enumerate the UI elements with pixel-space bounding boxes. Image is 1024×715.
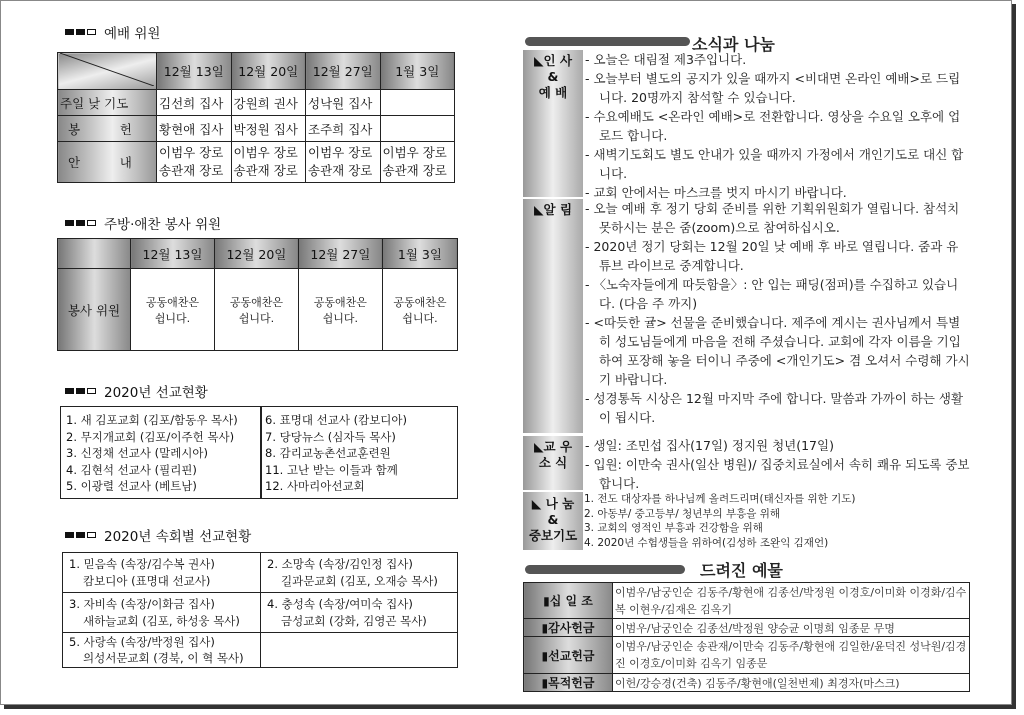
prayer-item: 2. 아동부/ 중고등부/ 청년부의 부흥을 위해 xyxy=(584,507,781,520)
cell: 강원희 권사 xyxy=(231,90,306,116)
group-missions-heading: 2020년 속회별 선교현황 xyxy=(65,525,251,545)
row-label: 봉 헌 xyxy=(58,116,157,142)
list-item: 12. 사마리아선교회 xyxy=(265,479,365,493)
news-item: - 새벽기도회도 별도 안내가 있을 때까지 가정에서 개인기도로 대신 합니다. xyxy=(585,147,964,181)
news-item: - 2020년 정기 당회는 12월 20일 낮 예배 후 바로 열립니다. 줌과 유튜브 라이브로 중계합니다. xyxy=(585,239,959,273)
date-header: 1월 3일 xyxy=(382,239,457,269)
bullet-squares-icon xyxy=(65,220,96,226)
date-header: 12월 20일 xyxy=(214,239,298,269)
prayer-item: 3. 교회의 영적인 부흥과 건강함을 위해 xyxy=(584,522,763,534)
group-name: 3. 자비속 (속장/이화금 집사) xyxy=(69,597,215,611)
group-name: 1. 믿음속 (속장/김수복 권사) xyxy=(69,557,215,571)
group-name: 5. 사랑속 (속장/박정원 집사) xyxy=(69,634,215,649)
offering-names: 이범우/남궁인순 김동주/황현애 김종선/박정원 이경호/이미화 이경화/김수복 이현우/김재은 김옥기 xyxy=(613,583,970,619)
cell: 공동애찬은 쉽니다. xyxy=(131,269,215,351)
cell xyxy=(380,116,455,142)
news-item: - 〈노숙자들에게 따듯함을〉: 안 입는 패딩(점퍼)를 수집하고 있습니다. (다음 주 까지) xyxy=(585,277,959,311)
group-mission: 금성교회 (강화, 김영곤 목사) xyxy=(281,613,427,628)
group-mission: 새하늘교회 (김포, 하성웅 목사) xyxy=(83,613,240,628)
group-mission: 의성서문교회 (경북, 이 혁 목사) xyxy=(83,651,244,665)
empty-cell xyxy=(261,633,458,668)
cell xyxy=(63,593,261,633)
news-item: - 수요예배도 <온라인 예배>로 전환합니다. 영상을 수요일 오후에 업로드 합니다. xyxy=(585,109,961,143)
cell xyxy=(261,553,458,593)
list-item: 4. 김현석 선교사 (필리핀) xyxy=(66,462,197,477)
worship-heading: 예배 위원 xyxy=(65,22,160,42)
kitchen-table xyxy=(57,238,458,351)
news-item: - 오늘은 대림절 제3주입니다. xyxy=(585,52,747,67)
prayer-item: 1. 전도 대상자를 하나님께 올려드리며(태신자를 위한 기도) xyxy=(584,493,856,505)
cell: 이범우 장로 송관재 장로 xyxy=(157,142,232,183)
cell: 공동애찬은 쉽니다. xyxy=(382,269,457,351)
bullet-squares-icon xyxy=(65,29,96,35)
group-mission: 길과문교회 (김포, 오재승 목사) xyxy=(281,573,438,588)
divider xyxy=(260,407,262,498)
section-prayer xyxy=(584,492,969,550)
title-bar xyxy=(525,37,690,46)
cell: 이범우 장로 송관재 장로 xyxy=(306,142,381,183)
list-item: 7. 당당뉴스 (심자득 목사) xyxy=(265,429,396,444)
corner-cell xyxy=(58,239,131,269)
offering-names: 이범우/남궁인순 송관재/이만숙 김동주/황현애 김일한/윤덕진 성낙원/김경진 이경호/이미화 김옥기 임종문 xyxy=(613,637,970,674)
section-greeting xyxy=(585,50,970,202)
prayer-item: 4. 2020년 수험생들을 위하여(김성하 조완익 김재언) xyxy=(584,536,829,549)
date-header: 12월 27일 xyxy=(306,53,381,90)
news-title: 소식과 나눔 xyxy=(692,35,775,54)
offering-label: ▮목적헌금 xyxy=(524,674,613,692)
cell xyxy=(261,593,458,633)
group-name: 2. 소망속 (속장/김인정 집사) xyxy=(267,557,413,571)
cell xyxy=(380,90,455,116)
group-name: 4. 충성속 (속장/여미숙 집사) xyxy=(267,597,413,611)
missions-box xyxy=(60,406,458,499)
missions-left-list xyxy=(66,412,238,495)
list-item: 5. 이광렬 선교사 (베트남) xyxy=(66,479,197,493)
date-header: 12월 13일 xyxy=(157,53,232,90)
group-missions-table xyxy=(62,552,458,668)
list-item: 2. 무지개교회 (김포/이주헌 목사) xyxy=(66,429,235,444)
cell: 박정원 집사 xyxy=(231,116,306,142)
section-notice xyxy=(585,199,970,427)
offering-names: 이범우/남궁인순 김종선/박정원 양승균 이명희 임종문 무명 xyxy=(613,619,970,637)
date-header: 12월 27일 xyxy=(298,239,382,269)
date-header: 1월 3일 xyxy=(380,53,455,90)
news-item: - 오늘 예배 후 정기 당회 준비를 위한 기획위원회가 열립니다. 참석치 못하시는 분은 줌(zoom)으로 참여하십시오. xyxy=(585,201,960,235)
cell: 이범우 장로 송관재 장로 xyxy=(231,142,306,183)
news-item: - 입원: 이만숙 권사(일산 병원)/ 집중치료실에서 속히 쾌유 되도록 중보 합니다. xyxy=(585,457,970,491)
cell: 공동애찬은 쉽니다. xyxy=(214,269,298,351)
bullet-squares-icon xyxy=(65,388,96,394)
date-header: 12월 20일 xyxy=(231,53,306,90)
cell: 조주희 집사 xyxy=(306,116,381,142)
cell: 이범우 장로 송관재 장로 xyxy=(380,142,455,183)
section-label-prayer: ◣ 나 눔 & 중보기도 xyxy=(523,492,583,550)
news-item: - <따듯한 귤> 선물을 준비했습니다. 제주에 계시는 권사님께서 특별히 성도님들에게 마음을 전해 주셨습니다. 교회에 각자 이름을 기입하여 포장해 놓을 터이니 주중에 <개인기도> 겸 오셔서 수령해 가시기 바랍니다. xyxy=(585,315,970,387)
offerings-title: 드려진 예물 xyxy=(700,561,783,580)
offering-label: ▮감사헌금 xyxy=(524,619,613,637)
section-label-member-news: ◣교 우 소 식 xyxy=(523,436,583,490)
diagonal-header-cell xyxy=(58,53,157,90)
cell: 김선희 집사 xyxy=(157,90,232,116)
cell: 성낙원 집사 xyxy=(306,90,381,116)
news-item: - 오늘부터 별도의 공지가 있을 때까지 <비대면 온라인 예배>로 드립니다. 20명까지 참석할 수 있습니다. xyxy=(585,71,961,105)
list-item: 1. 새 김포교회 (김포/함동우 목사) xyxy=(66,413,238,427)
offerings-table xyxy=(523,582,970,692)
kitchen-heading: 주방·애찬 봉사 위원 xyxy=(65,213,221,233)
news-item: - 성경통독 시상은 12월 마지막 주에 합니다. 말씀과 가까이 하는 생활이 됩시다. xyxy=(585,391,964,425)
cell xyxy=(63,633,261,668)
news-item: - 생일: 조민섭 집사(17일) 정지원 청년(17일) xyxy=(585,438,834,453)
list-item: 6. 표명대 선교사 (캄보디아) xyxy=(265,413,408,427)
worship-table xyxy=(57,52,455,183)
offering-label: ▮십 일 조 xyxy=(524,583,613,619)
list-item: 8. 감리교농촌선교훈련원 xyxy=(265,446,391,460)
cell: 공동애찬은 쉽니다. xyxy=(298,269,382,351)
section-member-news xyxy=(585,436,970,493)
row-label: 주일 낮 기도 xyxy=(58,90,157,116)
date-header: 12월 13일 xyxy=(131,239,215,269)
row-label: 봉사 위원 xyxy=(58,269,131,351)
missions-heading: 2020년 선교현황 xyxy=(65,381,208,401)
row-label: 안 내 xyxy=(58,142,157,183)
missions-right-list xyxy=(265,412,407,495)
bullet-squares-icon xyxy=(65,532,96,538)
cell xyxy=(63,553,261,593)
group-mission: 캄보디아 (표명대 선교사) xyxy=(83,573,211,588)
list-item: 11. 고난 받는 이들과 함께 xyxy=(265,462,398,477)
offering-names: 이헌/강승경(건축) 김동주/황현애(일천번제) 최경자(마스크) xyxy=(613,674,970,692)
cell: 황현애 집사 xyxy=(157,116,232,142)
section-label-greeting: ◣인 사 & 예 배 xyxy=(523,50,583,197)
list-item: 3. 신정채 선교사 (말레시아) xyxy=(66,446,209,460)
offering-label: ▮선교헌금 xyxy=(524,637,613,674)
news-item: - 교회 안에서는 마스크를 벗지 마시기 바랍니다. xyxy=(585,185,847,200)
title-bar xyxy=(525,565,685,574)
section-label-notice: ◣알 림 xyxy=(523,199,583,433)
